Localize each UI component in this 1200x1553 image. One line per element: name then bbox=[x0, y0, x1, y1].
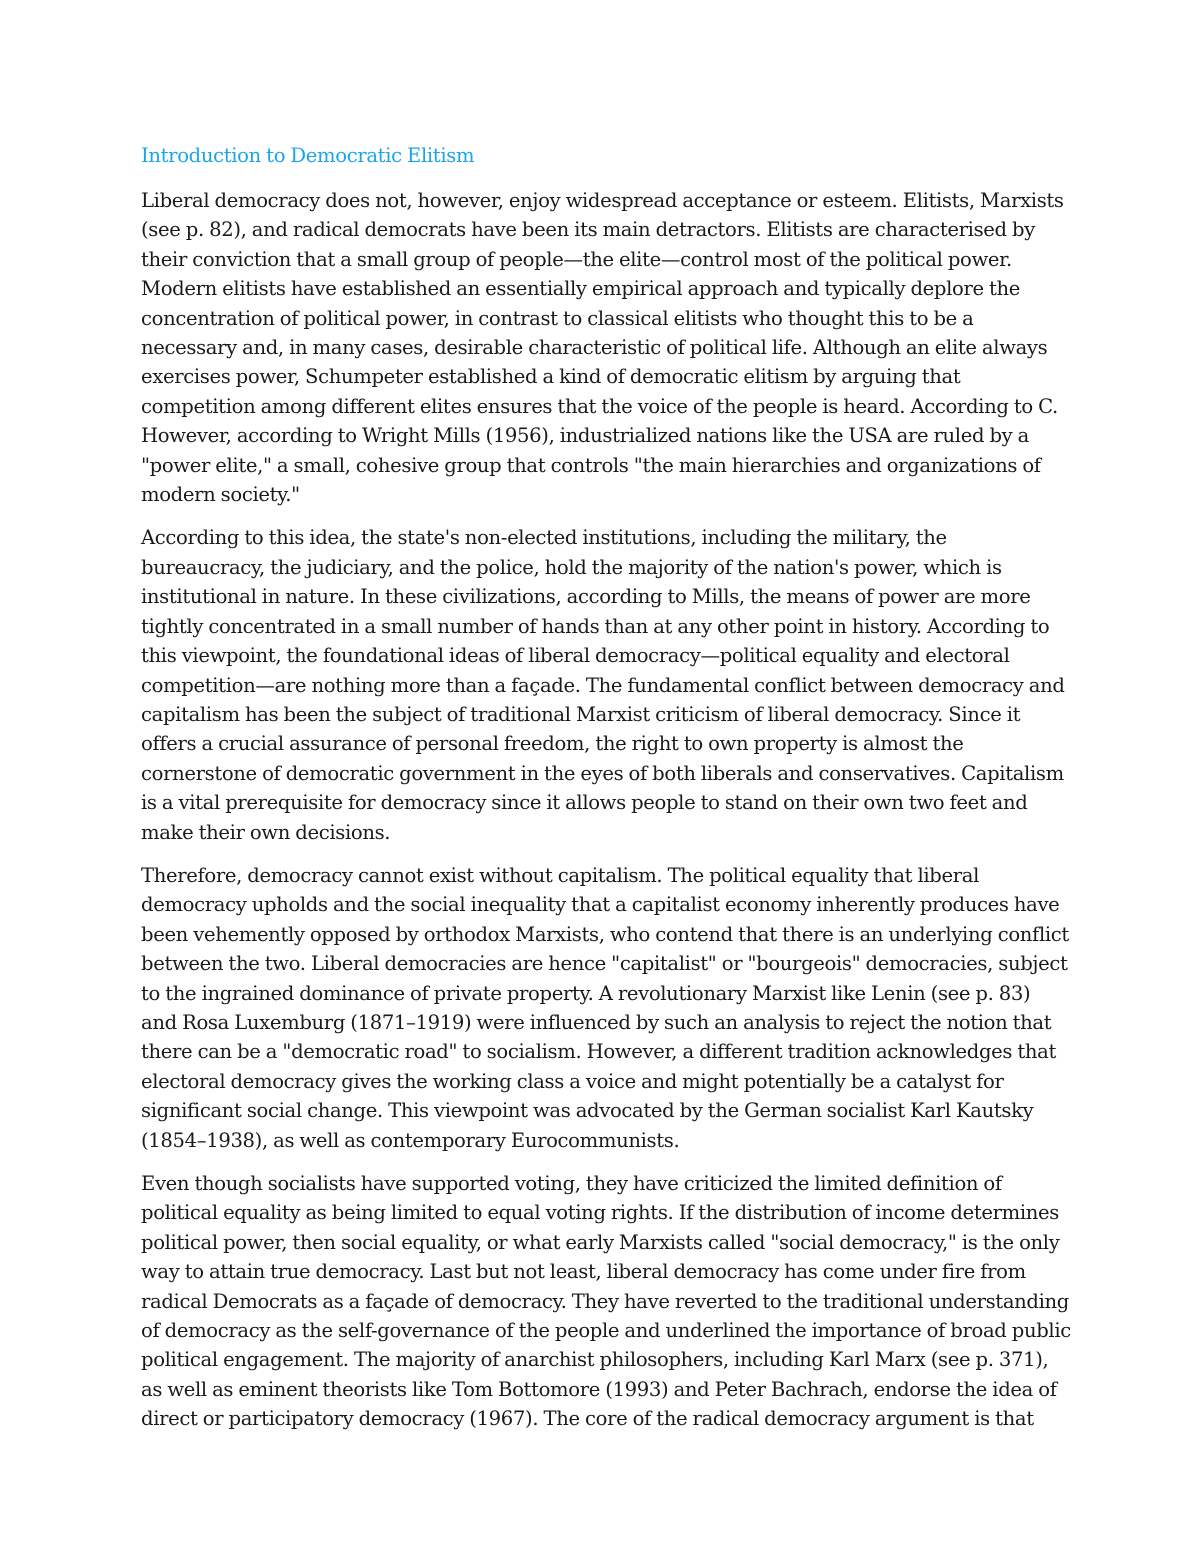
section-heading: Introduction to Democratic Elitism bbox=[141, 144, 475, 167]
body-paragraph-4: Even though socialists have supported voting, they have criticized the limited definition of political equality as being limited to equal voting rights. If the distribution of income determines political power, then social equality, or what early Marxists called "social democracy," is the only way to attain true democracy. Last but not least, liberal democracy has come under fire from radical Democrats as a façade of democracy. They have reverted to the traditional understanding of democracy as the self-governance of the people and underlined the importance of broad public political engagement. The majority of anarchist philosophers, including Karl Marx (see p. 371), as well as eminent theorists like Tom Bottomore (1993) and Peter Bachrach, endorse the idea of direct or participatory democracy (1967). The core of the radical democracy argument is that bbox=[141, 1172, 1071, 1431]
body-paragraph-2: According to this idea, the state's non-elected institutions, including the military, the bureaucracy, the judiciary, and the police, hold the majority of the nation's power, which is institutional in nature. In these civilizations, according to Mills, the means of power are more tightly concentrated in a small number of hands than at any other point in history. According to this viewpoint, the foundational ideas of liberal democracy—political equality and electoral competition—are nothing more than a façade. The fundamental conflict between democracy and capitalism has been the subject of traditional Marxist criticism of liberal democracy. Since it offers a crucial assurance of personal freedom, the right to own property is almost the cornerstone of democratic government in the eyes of both liberals and conservatives. Capitalism is a vital prerequisite for democracy since it allows people to stand on their own two feet and make their own decisions. bbox=[141, 526, 1065, 844]
body-paragraph-1: Liberal democracy does not, however, enjoy widespread acceptance or esteem. Elitists, Marxists (see p. 82), and radical democrats have been its main detractors. Elitists are characterised by their conviction that a small group of people—the elite—control most of the political power. Modern elitists have established an essentially empirical approach and typically deplore the concentration of political power, in contrast to classical elitists who thought this to be a necessary and, in many cases, desirable characteristic of political life. Although an elite always exercises power, Schumpeter established a kind of democratic elitism by arguing that competition among different elites ensures that the voice of the people is heard. According to C. However, according to Wright Mills (1956), industrialized nations like the USA are ruled by a "power elite," a small, cohesive group that controls "the main hierarchies and organizations of modern society." bbox=[141, 189, 1064, 507]
body-paragraph-3: Therefore, democracy cannot exist without capitalism. The political equality that liberal democracy upholds and the social inequality that a capitalist economy inherently produces have been vehemently opposed by orthodox Marxists, who contend that there is an underlying conflict between the two. Liberal democracies are hence "capitalist" or "bourgeois" democracies, subject to the ingrained dominance of private property. A revolutionary Marxist like Lenin (see p. 83) and Rosa Luxemburg (1871–1919) were influenced by such an analysis to reject the notion that there can be a "democratic road" to socialism. However, a different tradition acknowledges that electoral democracy gives the working class a voice and might potentially be a catalyst for significant social change. This viewpoint was advocated by the German socialist Karl Kautsky (1854–1938), as well as contemporary Eurocommunists. bbox=[141, 863, 1069, 1152]
document-body bbox=[141, 140, 1071, 1448]
